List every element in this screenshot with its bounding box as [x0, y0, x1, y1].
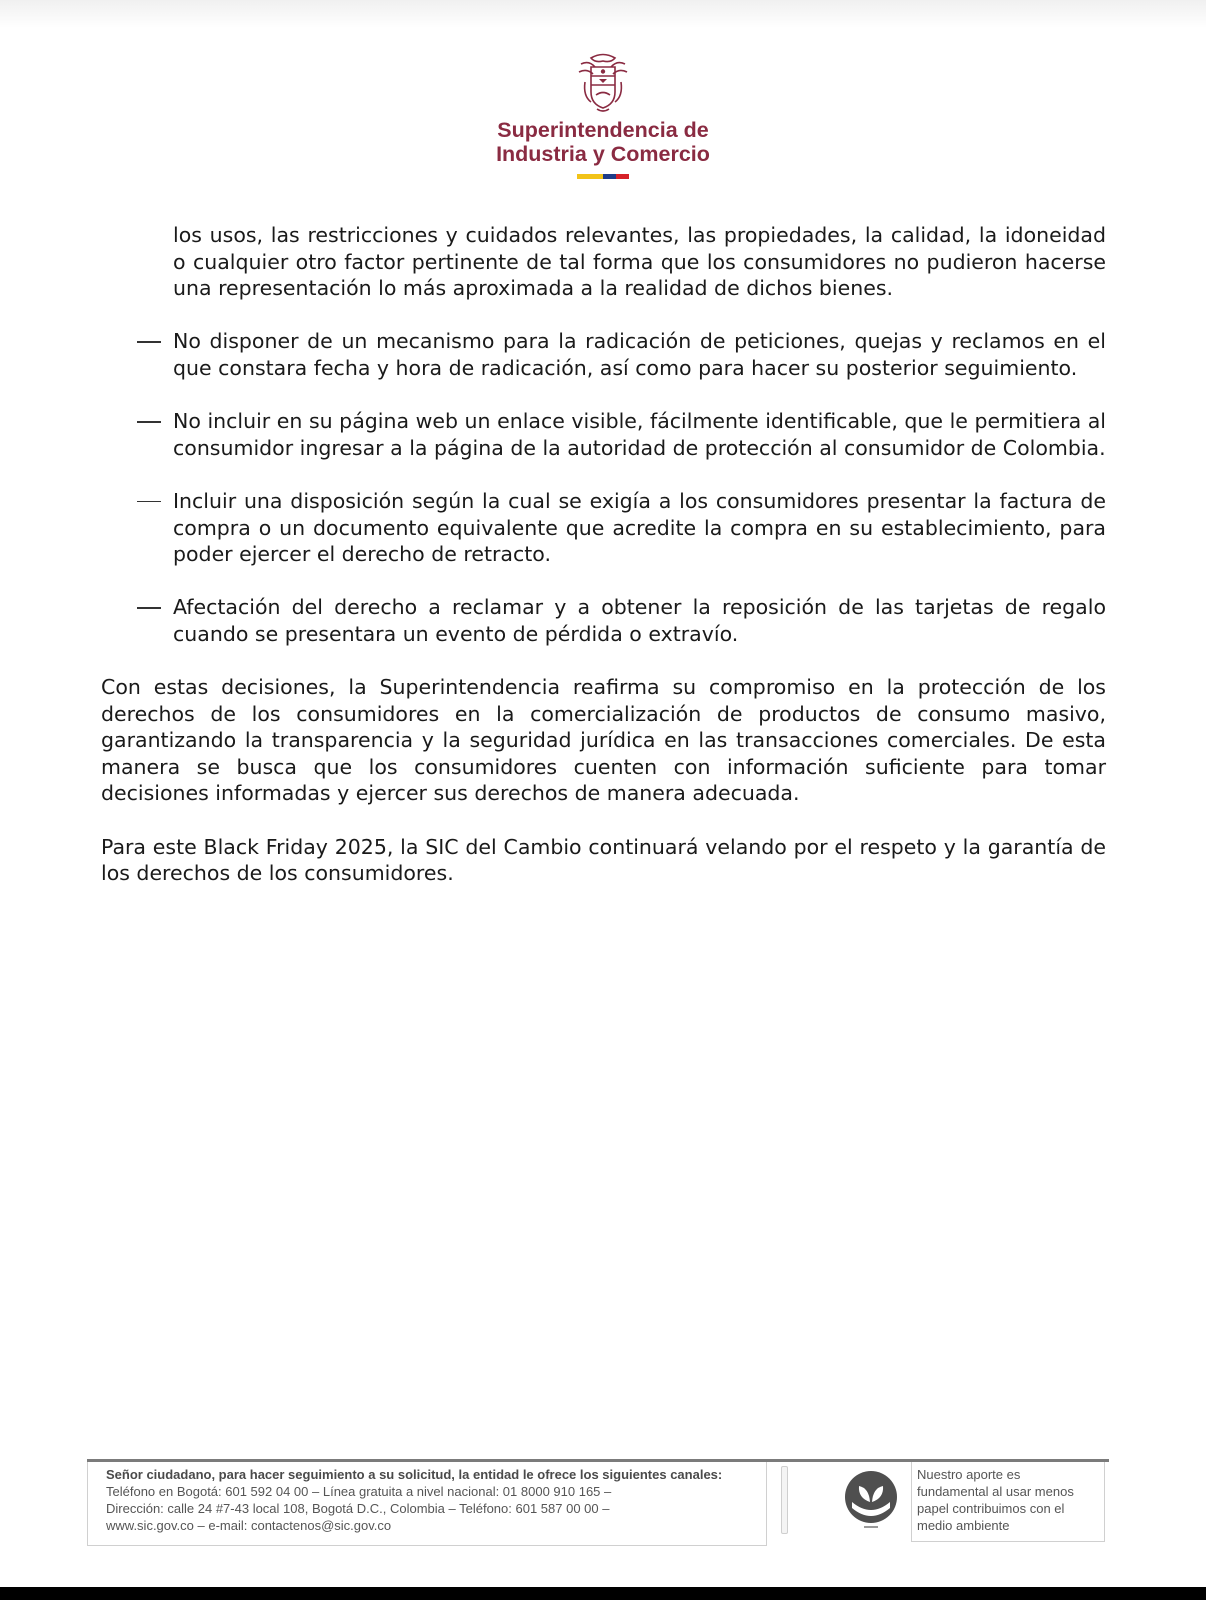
list-item-text: No incluir en su página web un enlace visible, fácilmente identificable, que le permitiera al consumidor ingresar a la página de la autoridad de protección al consumidor de Colombia.	[173, 409, 1106, 460]
letterhead	[0, 52, 1206, 179]
bullet-list	[101, 328, 1106, 647]
list-item-text: No disponer de un mecanismo para la radicación de peticiones, quejas y reclamos en el que constara fecha y hora de radicación, así como para hacer su posterior seguimiento.	[173, 329, 1106, 380]
flag-yellow	[577, 174, 603, 179]
footer-line-1: Señor ciudadano, para hacer seguimiento a su solicitud, la entidad le ofrece los siguientes canales:	[106, 1467, 723, 1482]
coat-of-arms-icon	[577, 52, 629, 114]
eco-line-3: papel contribuimos con el	[917, 1501, 1065, 1516]
eco-line-1: Nuestro aporte es	[917, 1467, 1021, 1482]
flag-stripe	[577, 174, 629, 179]
brand-line-1: Superintendencia de	[497, 118, 709, 142]
eco-line-2: fundamental al usar menos	[917, 1484, 1074, 1499]
brand-line-2: Industria y Comercio	[496, 142, 710, 166]
flag-red	[616, 174, 629, 179]
list-item	[101, 328, 1106, 381]
list-item	[101, 408, 1106, 461]
continuation-paragraph: los usos, las restricciones y cuidados relevantes, las propiedades, la calidad, la idoneidad o cualquier otro factor pertinente de tal forma que los consumidores no pudieron hacerse una representación lo más aproximada a la realidad de dichos bienes.	[173, 223, 1106, 301]
list-item	[101, 594, 1106, 647]
eco-line-4: medio ambiente	[917, 1518, 1010, 1533]
footer-line-3: Dirección: calle 24 #7-43 local 108, Bogotá D.C., Colombia – Teléfono: 601 587 00 00 –	[106, 1501, 610, 1516]
dash-bullet	[137, 607, 161, 609]
closing-paragraph-1: Con estas decisiones, la Superintendencia reafirma su compromiso en la protección de los derechos de los consumidores en la comercialización de productos de consumo masivo, garantizando la transparencia y la seguridad jurídica en las transacciones comerciales. De esta manera se busca que los consumidores cuenten con información suficiente para tomar decisiones informadas y ejercer sus derechos de manera adecuada.	[101, 675, 1106, 806]
top-edge-shade	[0, 0, 1206, 28]
closing-paragraph-2: Para este Black Friday 2025, la SIC del Cambio continuará velando por el respeto y la garantía de los derechos de los consumidores.	[101, 834, 1106, 886]
footer-line-4: www.sic.gov.co – e-mail: contactenos@sic.gov.co	[106, 1518, 392, 1533]
footer-separator	[781, 1466, 788, 1534]
footer-line-2: Teléfono en Bogotá: 601 592 04 00 – Línea gratuita a nivel nacional: 01 8000 910 165 –	[106, 1484, 612, 1499]
dash-bullet	[137, 421, 161, 423]
bottom-edge-bar	[0, 1587, 1206, 1600]
list-item-text: Incluir una disposición según la cual se exigía a los consumidores presentar la factura de compra o un documento equivalente que acredite la compra en su establecimiento, para poder ejercer el derecho de retracto.	[173, 488, 1106, 567]
list-item-text: Afectación del derecho a reclamar y a obtener la reposición de las tarjetas de regalo cuando se presentara un evento de pérdida o extravío.	[173, 595, 1106, 646]
eco-message-box	[911, 1462, 1105, 1542]
document-body	[101, 222, 1106, 887]
flag-blue	[603, 174, 616, 179]
dash-bullet	[137, 341, 161, 343]
contact-channels-box	[87, 1462, 767, 1546]
leaf-hand-icon	[842, 1468, 900, 1532]
dash-bullet	[137, 501, 161, 503]
list-item	[101, 488, 1106, 568]
